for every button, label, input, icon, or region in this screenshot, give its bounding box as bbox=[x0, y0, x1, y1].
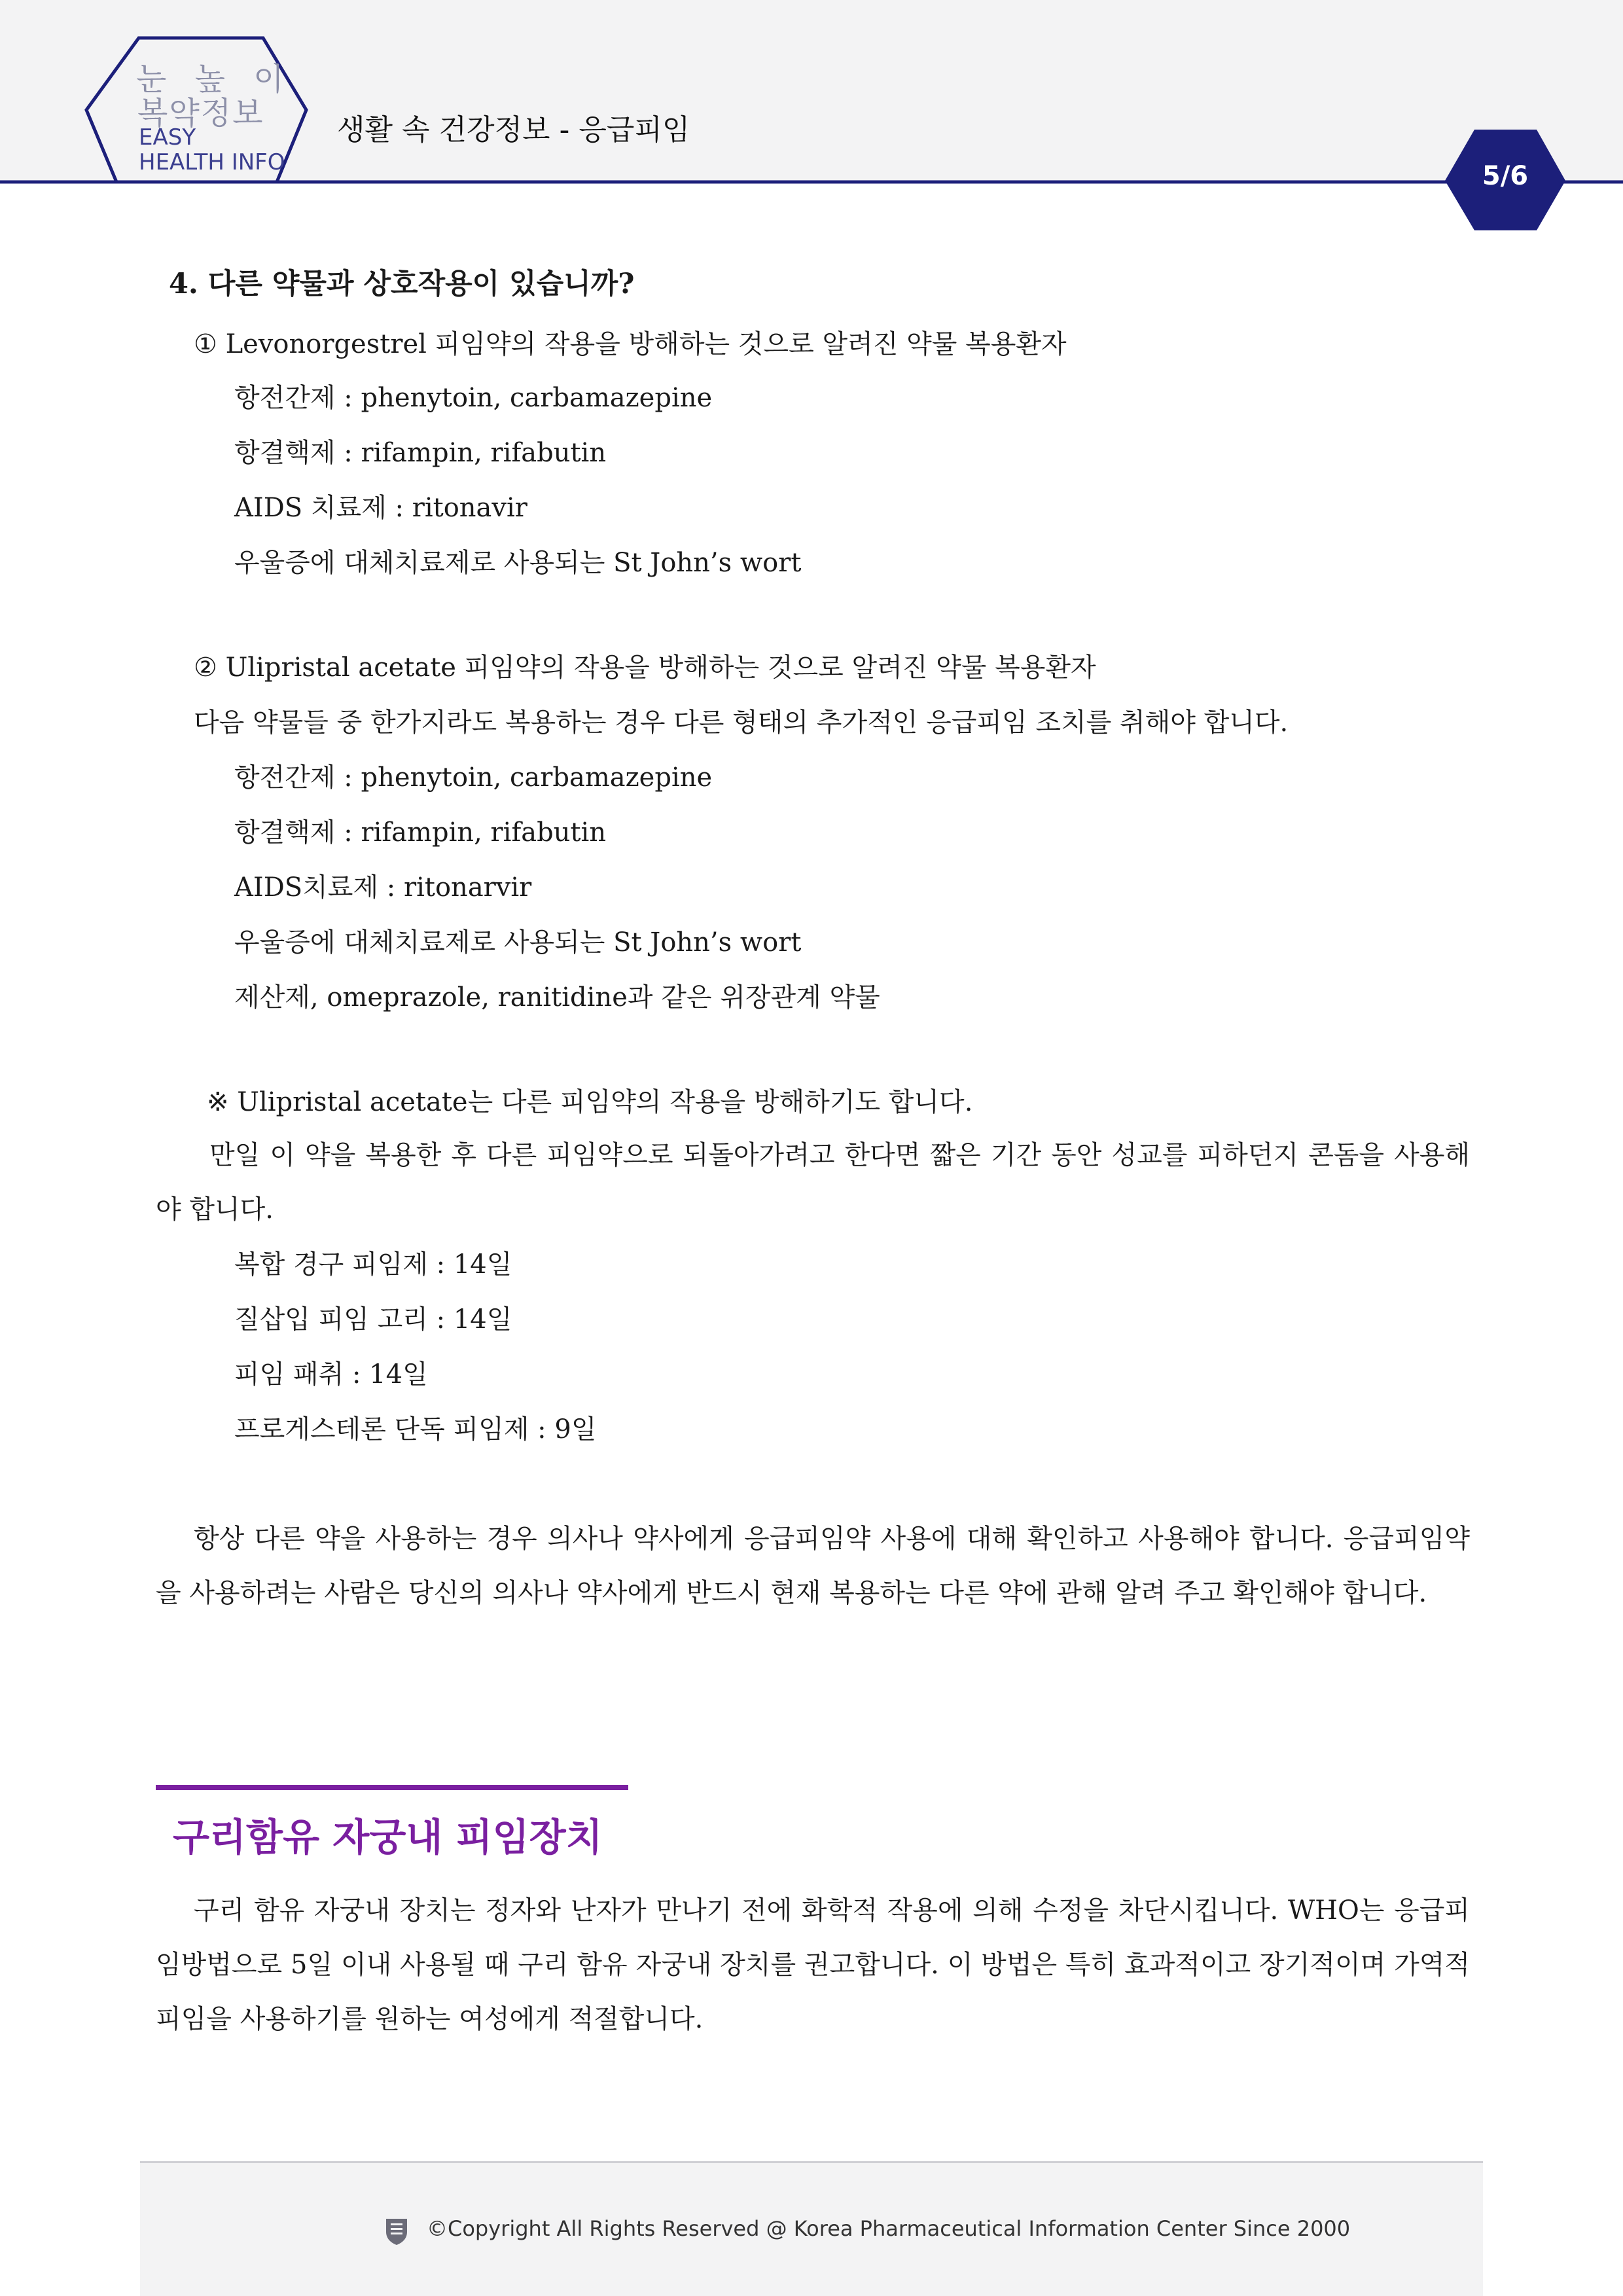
list-item: 항전간제 : phenytoin, carbamazepine bbox=[234, 762, 713, 793]
header-title: 생활 속 건강정보 - 응급피임 bbox=[337, 113, 690, 147]
list-item: 항전간제 : phenytoin, carbamazepine bbox=[234, 383, 713, 413]
list-item: 질삽입 피임 고리 : 14일 bbox=[234, 1304, 512, 1335]
list-item: 항결핵제 : rifampin, rifabutin bbox=[234, 817, 607, 848]
group1-title: ① Levonorgestrel 피임약의 작용을 방해하는 것으로 알려진 약물 복용환자 bbox=[194, 329, 1067, 359]
group2-intro: 다음 약물들 중 한가지라도 복용하는 경우 다른 형태의 추가적인 응급피임 조치를 취해야 합니다. bbox=[194, 708, 1289, 738]
section-heading: 4. 다른 약물과 상호작용이 있습니까? bbox=[169, 268, 635, 300]
closing-paragraph: 항상 다른 약을 사용하는 경우 의사나 약사에게 응급피임약 사용에 대해 확인하고 사용해야 합니다. 응급피임약을 사용하려는 사람은 당신의 의사나 약사에게 반드시 현재 복용하는 다른 약에 관해 알려 주고 확인해야 합니다. bbox=[156, 1524, 1470, 1608]
list-item: 항결핵제 : rifampin, rifabutin bbox=[234, 438, 607, 468]
section-accent-bar bbox=[156, 1785, 628, 1790]
note-text: 만일 이 약을 복용한 후 다른 피임약으로 되돌아가려고 한다면 짧은 기간 동안 성교를 피하던지 콘돔을 사용해야 합니다. bbox=[156, 1140, 1470, 1225]
note-title: ※ Ulipristal acetate는 다른 피임약의 작용을 방해하기도 합니다. bbox=[207, 1087, 973, 1117]
list-item: 우울증에 대체치료제로 사용되는 St John’s wort bbox=[234, 548, 802, 578]
list-item: AIDS 치료제 : ritonavir bbox=[234, 493, 527, 523]
list-item: 복합 경구 피임제 : 14일 bbox=[234, 1249, 512, 1280]
logo-korean-line2: 복약정보 bbox=[137, 95, 264, 132]
group2-title: ② Ulipristal acetate 피임약의 작용을 방해하는 것으로 알려진 약물 복용환자 bbox=[194, 653, 1096, 683]
list-item: 피임 패취 : 14일 bbox=[234, 1359, 428, 1390]
copper-iud-paragraph: 구리 함유 자궁내 장치는 정자와 난자가 만나기 전에 화학적 작용에 의해 수정을 차단시킵니다. WHO는 응급피임방법으로 5일 이내 사용될 때 구리 함유 자궁내 장치를 권고합니다. 이 방법은 특히 효과적이고 장기적이며 가역적 피임을 사용하기를 원하는 여성에게 적절합니다. bbox=[156, 1895, 1470, 2034]
logo-english-line1: EASY bbox=[139, 124, 196, 151]
logo-korean-line1: 눈 높 이 bbox=[136, 61, 293, 98]
list-item: 프로게스테론 단독 피임제 : 9일 bbox=[234, 1414, 597, 1444]
page-number: 5/6 bbox=[1482, 161, 1529, 191]
logo-english-line2: HEALTH INFO bbox=[139, 149, 285, 175]
list-item: 제산제, omeprazole, ranitidine과 같은 위장관계 약물 bbox=[234, 982, 880, 1013]
shield-logo-icon bbox=[383, 2216, 410, 2246]
list-item: AIDS치료제 : ritonarvir bbox=[234, 872, 532, 903]
section-title: 구리함유 자궁내 피임장치 bbox=[173, 1815, 603, 1859]
list-item: 우울증에 대체치료제로 사용되는 St John’s wort bbox=[234, 927, 802, 958]
footer-copyright: ©Copyright All Rights Reserved @ Korea Pharmaceutical Information Center Since 2000 bbox=[427, 2216, 1351, 2241]
